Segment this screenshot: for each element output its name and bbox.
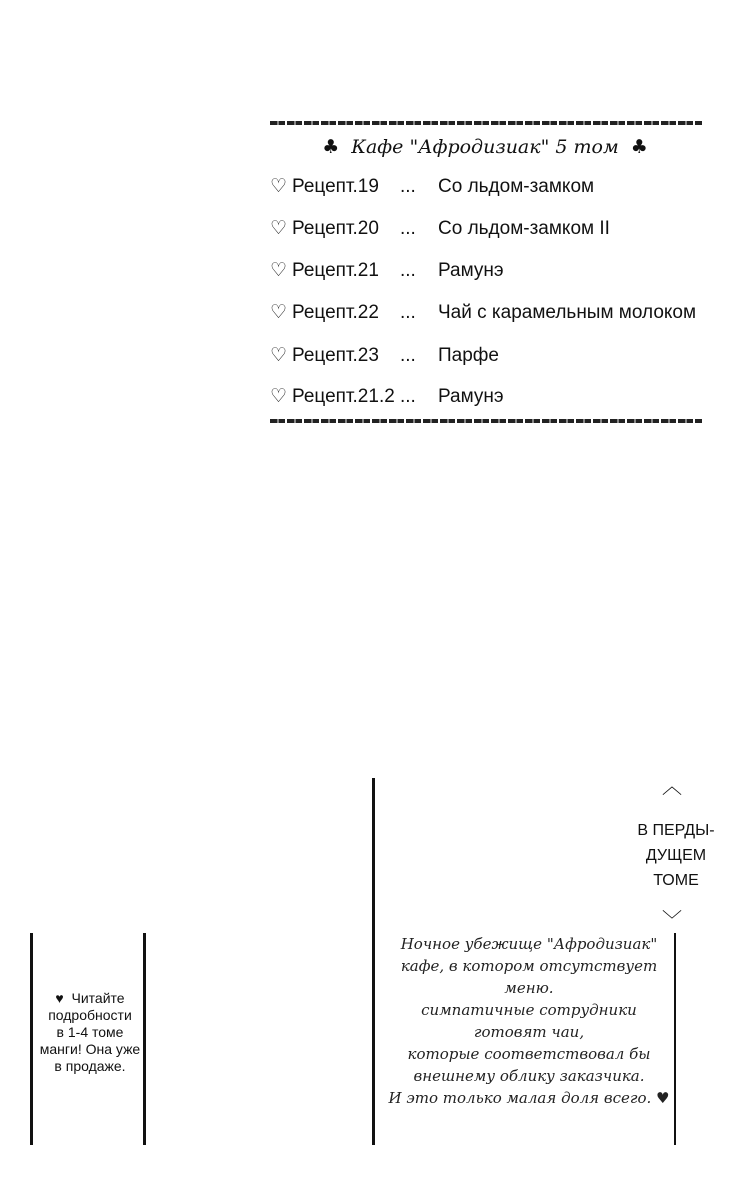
chapter-title: Рамунэ [438, 386, 504, 407]
toc-title [270, 136, 700, 158]
heart-icon: ♡ [270, 218, 288, 239]
summary-line: кафе, в котором отсутствует меню. [400, 957, 658, 997]
heart-icon: ♥ [656, 1089, 670, 1107]
previous-volume-label [628, 818, 724, 893]
summary-line: которые соответствовал бы [407, 1045, 651, 1063]
leader-dots: ... [400, 302, 416, 323]
chapter-title: Чай с карамельным молоком [438, 302, 697, 323]
panel-border-left [30, 933, 33, 1145]
leader-dots: ... [400, 176, 416, 197]
toc-entry [270, 172, 594, 202]
heart-icon: ♥ [55, 990, 64, 1006]
summary-note [384, 933, 674, 1109]
heart-icon: ♡ [270, 345, 288, 366]
panel-border-right [674, 933, 676, 1145]
chapter-title: Со льдом-замком [438, 176, 595, 197]
summary-line: симпатичные сотрудники готовят чаи, [421, 1001, 637, 1041]
club-icon: ♣ [630, 136, 648, 158]
chapter-number: Рецепт.21 [292, 260, 379, 281]
chapter-title: Парфе [438, 345, 499, 366]
summary-line: И это только малая доля всего. [388, 1089, 652, 1107]
bottom-divider [270, 419, 702, 423]
chapter-title: Рамунэ [438, 260, 504, 281]
label-line: В ПЕРДЫ- [637, 822, 715, 839]
summary-line: внешнему облику заказчика. [413, 1067, 645, 1085]
chapter-number: Рецепт.22 [292, 302, 379, 323]
panel-border-middle [372, 778, 375, 1145]
chapter-title: Со льдом-замком II [438, 218, 610, 239]
promo-line: в продаже. [54, 1058, 126, 1074]
chapter-number: Рецепт.20 [292, 218, 379, 239]
heart-icon: ♡ [270, 302, 288, 323]
toc-entry [270, 298, 696, 328]
promo-line: Читайте [71, 990, 125, 1006]
leader-dots: ... [400, 345, 416, 366]
label-line: ДУЩЕМ [645, 847, 707, 864]
chapter-number: Рецепт.19 [292, 176, 379, 197]
label-line: ТОМЕ [653, 872, 699, 889]
toc-entry [270, 214, 610, 244]
promo-line: манги! Она уже [39, 1041, 141, 1057]
heart-icon: ♡ [270, 260, 288, 281]
leader-dots: ... [400, 218, 416, 239]
promo-note [36, 990, 144, 1075]
toc-entry [270, 382, 504, 412]
toc-title-text: Кафе "Афродизиак" 5 том [351, 136, 619, 158]
toc-entry [270, 341, 499, 371]
heart-icon: ♡ [270, 176, 288, 197]
promo-line: в 1-4 томе [56, 1024, 124, 1040]
top-divider [270, 121, 702, 125]
leader-dots: ... [400, 386, 416, 407]
chevron-up-icon: ︿ [662, 774, 682, 798]
summary-line: Ночное убежище "Афродизиак" [400, 935, 658, 953]
chevron-down-icon: ﹀ [662, 908, 682, 932]
chapter-number: Рецепт.21.2 [292, 386, 395, 407]
heart-icon: ♡ [270, 386, 288, 407]
chapter-number: Рецепт.23 [292, 345, 379, 366]
promo-line: подробности [48, 1007, 132, 1023]
leader-dots: ... [400, 260, 416, 281]
toc-entry [270, 256, 504, 286]
club-icon: ♣ [322, 136, 340, 158]
